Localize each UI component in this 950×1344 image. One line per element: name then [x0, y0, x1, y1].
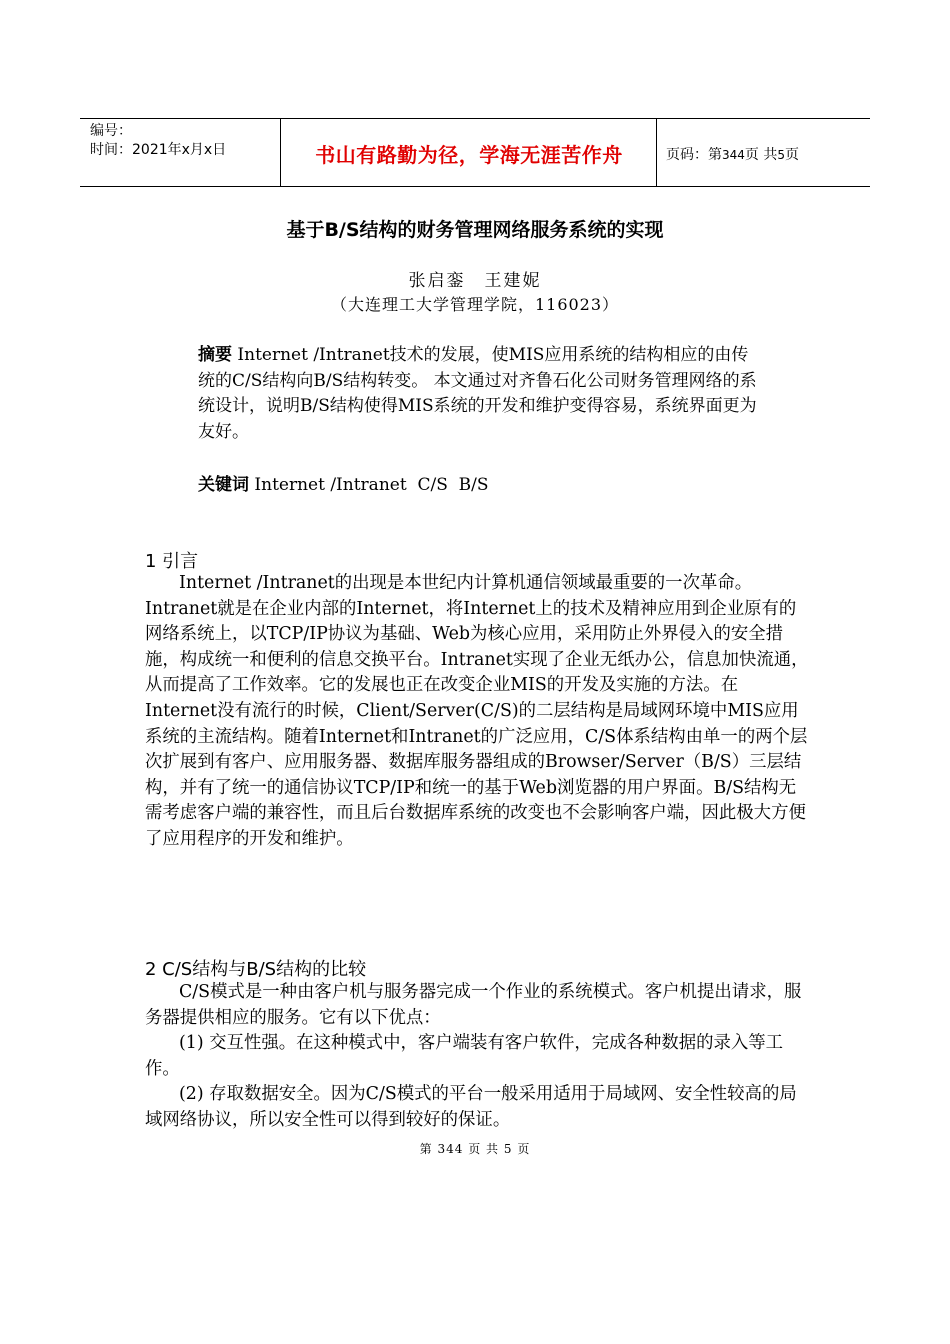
- affiliation: （大连理工大学管理学院，116023）: [330, 295, 620, 314]
- footer-total: 5: [503, 1142, 513, 1156]
- keywords-text: Internet /Intranet C/S B/S: [249, 475, 489, 495]
- paragraph: Internet /Intranet的出现是本世纪内计算机通信领域最重要的一次革命。Intranet就是在企业内部的Internet，将Internet上的技术及精神应用到企业原有的网络系统上，以TCP/IP协议为基础、Web为核心应用，采用防止外界侵入的安全措施，构成统一和便利的信息交换平台。Intranet实现了企业无纸办公，信息加快流通，从而提高了工作效率。它的发展也正在改变企业MIS的开发及实施的方法。在Internet没有流行的时候，Client/Server(C/S)的二层结构是局域网环境中MIS应用系统的主流结构。随着Internet和Intranet的广泛应用，C/S体系结构由单一的两个层次扩展到有客户、应用服务器、数据库服务器组成的Browser/Server（B/S）三层结构，并有了统一的通信协议TCP/IP和统一的基于Web浏览器的用户界面。B/S结构无需考虑客户端的兼容性，而且后台数据库系统的改变也不会影响客户端，因此极大方便了应用程序的开发和维护。: [145, 573, 809, 849]
- abstract: [198, 343, 758, 445]
- header-page-info: [666, 144, 799, 164]
- page-label: 页码：第: [666, 147, 722, 163]
- page-mid-label: 页 共: [744, 147, 778, 163]
- footer-page: 344: [437, 1142, 464, 1156]
- keywords: [198, 470, 489, 495]
- authors: 张启銮 王建妮: [408, 271, 542, 291]
- header-meta: [90, 122, 226, 160]
- paragraph: (1) 交互性强。在这种模式中，客户端装有客户软件，完成各种数据的录入等工作。: [145, 1033, 784, 1079]
- page-current: 344: [722, 148, 745, 162]
- page-footer: [0, 1140, 950, 1157]
- section-1-heading: 1 引言: [145, 551, 199, 572]
- document-time-label: 时间：2021年x月x日: [90, 142, 227, 158]
- paragraph: (2) 存取数据安全。因为C/S模式的平台一般采用适用于局域网、安全性较高的局域网络协议，所以安全性可以得到较好的保证。: [145, 1084, 797, 1130]
- header-table: [80, 118, 870, 187]
- header-divider: [280, 119, 281, 186]
- header-motto: 书山有路勤为径，学海无涯苦作舟: [315, 143, 623, 167]
- document-number-label: 编号：: [90, 123, 132, 139]
- page-end-label: 页: [785, 147, 799, 163]
- section-2-body: [145, 980, 810, 1134]
- document-title: 基于B/S结构的财务管理网络服务系统的实现: [286, 219, 664, 241]
- footer-prefix: 第: [419, 1142, 433, 1156]
- section-2-heading: 2 C/S结构与B/S结构的比较: [145, 959, 367, 980]
- abstract-label: 摘要: [198, 345, 232, 365]
- footer-suffix: 页: [517, 1142, 531, 1156]
- footer-middle: 页 共: [468, 1142, 500, 1156]
- keywords-label: 关键词: [198, 475, 249, 495]
- page-total: 5: [777, 148, 785, 162]
- abstract-text: Internet /Intranet技术的发展，使MIS应用系统的结构相应的由传统的C/S结构向B/S结构转变。 本文通过对齐鲁石化公司财务管理网络的系统设计，说明B/S结构使得MIS系统的开发和维护变得容易，系统界面更为友好。: [198, 345, 757, 442]
- paragraph: C/S模式是一种由客户机与服务器完成一个作业的系统模式。客户机提出请求，服务器提供相应的服务。它有以下优点：: [145, 982, 802, 1028]
- section-1-body: [145, 571, 810, 853]
- header-divider: [656, 119, 657, 186]
